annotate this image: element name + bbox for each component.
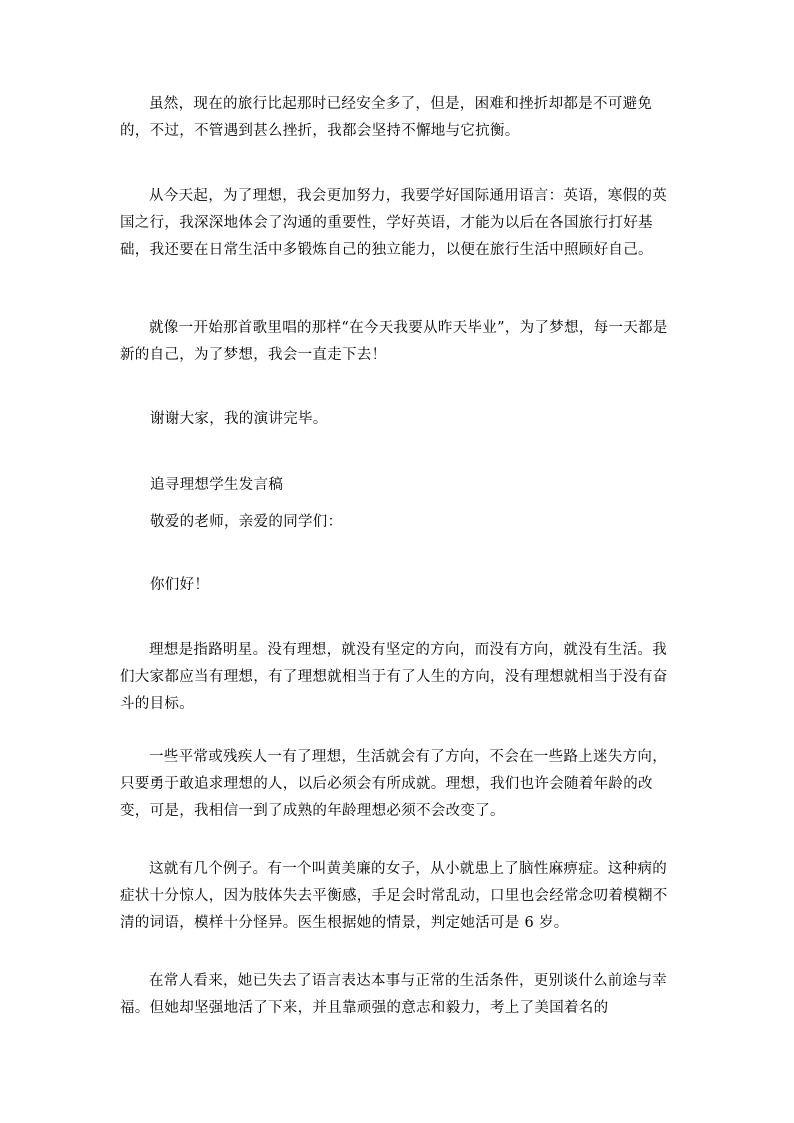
paragraph-graduate-song: 就像一开始那首歌里唱的那样“在今天我要从昨天毕业”，为了梦想，每一天都是新的自己，为了梦想，我会一直走下去！	[120, 320, 668, 363]
speech-title: 追寻理想学生发言稿	[150, 477, 284, 493]
paragraph-example-huang-meilian: 这就有几个例子。有一个叫黄美廉的女子，从小就患上了脑性麻痹症。这种病的症状十分惊人，因为肢体失去平衡感，手足会时常乱动，口里也会经常念叨着模糊不清的词语，模样十分怪异。医生根据她的情景，判定她活可是 6 岁。	[120, 861, 668, 931]
speech-salutation: 敬爱的老师，亲爱的同学们：	[150, 514, 343, 530]
paragraph-strong-will: 在常人看来，她已失去了语言表达本事与正常的生活条件，更别谈什么前途与幸福。但她却坚强地活了下来，并且靠顽强的意志和毅力，考上了美国着名的	[120, 973, 667, 1016]
paragraph-difficulties: 虽然，现在的旅行比起那时已经安全多了，但是，困难和挫折却都是不可避免的，不过，不管遇到甚么挫折，我都会坚持不懈地与它抗衡。	[120, 96, 653, 139]
paragraph-pursue-ideals: 一些平常或残疾人一有了理想，生活就会有了方向，不会在一些路上迷失方向，只要勇于敢追求理想的人，以后必须会有所成就。理想，我们也许会随着年龄的改变，可是，我相信一到了成熟的年龄理想必须不会改变了。	[120, 749, 667, 819]
paragraph-learn-english: 从今天起，为了理想，我会更加努力，我要学好国际通用语言：英语，寒假的英国之行，我深深地体会了沟通的重要性，学好英语，才能为以后在各国旅行打好基础，我还要在日常生活中多锻炼自己的独立能力，以便在旅行生活中照顾好自己。	[120, 188, 667, 258]
speech-greeting: 你们好！	[150, 577, 210, 593]
paragraph-ideal-guiding-star: 理想是指路明星。没有理想，就没有坚定的方向，而没有方向，就没有生活。我们大家都应当有理想，有了理想就相当于有了人生的方向，没有理想就相当于没有奋斗的目标。	[120, 642, 668, 712]
paragraph-thanks: 谢谢大家，我的演讲完毕。	[150, 411, 328, 427]
